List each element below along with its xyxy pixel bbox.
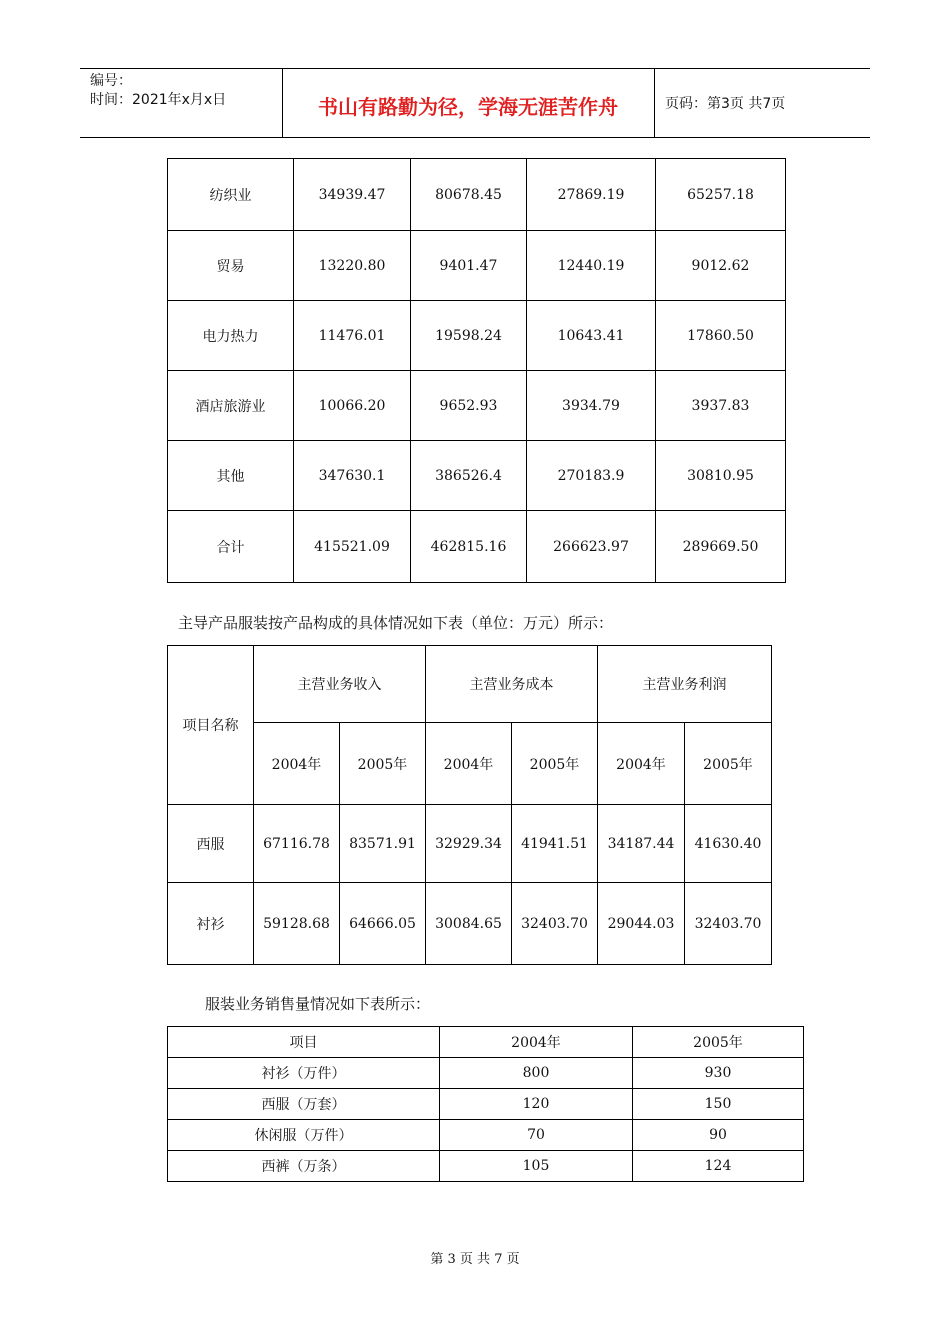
product-table — [167, 645, 772, 965]
row-label-cell: 西服（万套） — [168, 1089, 440, 1120]
row-label-cell: 衬衫（万件） — [168, 1058, 440, 1089]
year-header: 2005年 — [512, 723, 598, 805]
value-cell: 930 — [633, 1058, 804, 1089]
paragraph-product-intro: 主导产品服装按产品构成的具体情况如下表（单位：万元）所示： — [178, 614, 614, 632]
table-row — [168, 371, 786, 441]
value-cell: 3934.79 — [527, 371, 656, 441]
group-header: 主营业务成本 — [426, 646, 598, 723]
group-header: 主营业务利润 — [598, 646, 772, 723]
row-label-cell: 休闲服（万件） — [168, 1120, 440, 1151]
value-cell: 29044.03 — [598, 883, 685, 965]
year-header: 2004年 — [254, 723, 340, 805]
value-cell: 34939.47 — [294, 159, 411, 231]
value-cell: 19598.24 — [411, 301, 527, 371]
value-cell: 462815.16 — [411, 511, 527, 583]
header-left — [90, 72, 226, 110]
page-footer: 第 3 页 共 7 页 — [430, 1252, 520, 1267]
table-row — [168, 805, 772, 883]
row-label-cell: 纺织业 — [168, 159, 294, 231]
value-cell: 150 — [633, 1089, 804, 1120]
number-label: 编号： — [90, 73, 132, 89]
value-cell: 105 — [440, 1151, 633, 1182]
table-row — [168, 511, 786, 583]
value-cell: 32403.70 — [512, 883, 598, 965]
value-cell: 30084.65 — [426, 883, 512, 965]
value-cell: 10066.20 — [294, 371, 411, 441]
row-label-cell: 西裤（万条） — [168, 1151, 440, 1182]
sales-header-year: 2004年 — [440, 1027, 633, 1058]
value-cell: 90 — [633, 1120, 804, 1151]
group-header: 主营业务收入 — [254, 646, 426, 723]
value-cell: 386526.4 — [411, 441, 527, 511]
header-page-label: 页码：第3页 共7页 — [665, 96, 786, 112]
year-header: 2004年 — [598, 723, 685, 805]
value-cell: 83571.91 — [340, 805, 426, 883]
value-cell: 800 — [440, 1058, 633, 1089]
value-cell: 11476.01 — [294, 301, 411, 371]
value-cell: 270183.9 — [527, 441, 656, 511]
table-row — [168, 1089, 804, 1120]
value-cell: 70 — [440, 1120, 633, 1151]
row-label-cell: 其他 — [168, 441, 294, 511]
value-cell: 3937.83 — [656, 371, 786, 441]
row-label-cell: 合计 — [168, 511, 294, 583]
table-row — [168, 441, 786, 511]
value-cell: 32403.70 — [685, 883, 772, 965]
value-cell: 9401.47 — [411, 231, 527, 301]
value-cell: 67116.78 — [254, 805, 340, 883]
year-header: 2005年 — [340, 723, 426, 805]
sales-table — [167, 1026, 804, 1182]
table-row — [168, 1058, 804, 1089]
sales-header-year: 2005年 — [633, 1027, 804, 1058]
value-cell: 59128.68 — [254, 883, 340, 965]
row-label-cell: 贸易 — [168, 231, 294, 301]
header-motto: 书山有路勤为径，学海无涯苦作舟 — [318, 95, 618, 119]
year-header: 2005年 — [685, 723, 772, 805]
table-row — [168, 1151, 804, 1182]
year-header: 2004年 — [426, 723, 512, 805]
value-cell: 124 — [633, 1151, 804, 1182]
row-label-cell: 衬衫 — [168, 883, 254, 965]
value-cell: 120 — [440, 1089, 633, 1120]
value-cell: 266623.97 — [527, 511, 656, 583]
value-cell: 64666.05 — [340, 883, 426, 965]
value-cell: 30810.95 — [656, 441, 786, 511]
value-cell: 9652.93 — [411, 371, 527, 441]
value-cell: 13220.80 — [294, 231, 411, 301]
header-divider — [654, 69, 655, 137]
value-cell: 415521.09 — [294, 511, 411, 583]
page-header — [80, 68, 870, 138]
value-cell: 12440.19 — [527, 231, 656, 301]
sales-header-item: 项目 — [168, 1027, 440, 1058]
value-cell: 80678.45 — [411, 159, 527, 231]
value-cell: 27869.19 — [527, 159, 656, 231]
value-cell: 32929.34 — [426, 805, 512, 883]
table-row — [168, 231, 786, 301]
row-label-cell: 电力热力 — [168, 301, 294, 371]
row-label-cell: 酒店旅游业 — [168, 371, 294, 441]
time-label: 时间：2021年x月x日 — [90, 92, 227, 108]
value-cell: 10643.41 — [527, 301, 656, 371]
item-name-header: 项目名称 — [168, 646, 254, 805]
row-label-cell: 西服 — [168, 805, 254, 883]
value-cell: 65257.18 — [656, 159, 786, 231]
industry-table — [167, 158, 786, 583]
table-row — [168, 301, 786, 371]
value-cell: 289669.50 — [656, 511, 786, 583]
value-cell: 347630.1 — [294, 441, 411, 511]
paragraph-sales-intro: 服装业务销售量情况如下表所示： — [205, 995, 431, 1013]
table-row — [168, 883, 772, 965]
table-row — [168, 1120, 804, 1151]
value-cell: 34187.44 — [598, 805, 685, 883]
value-cell: 9012.62 — [656, 231, 786, 301]
value-cell: 41941.51 — [512, 805, 598, 883]
table-row — [168, 159, 786, 231]
value-cell: 41630.40 — [685, 805, 772, 883]
value-cell: 17860.50 — [656, 301, 786, 371]
